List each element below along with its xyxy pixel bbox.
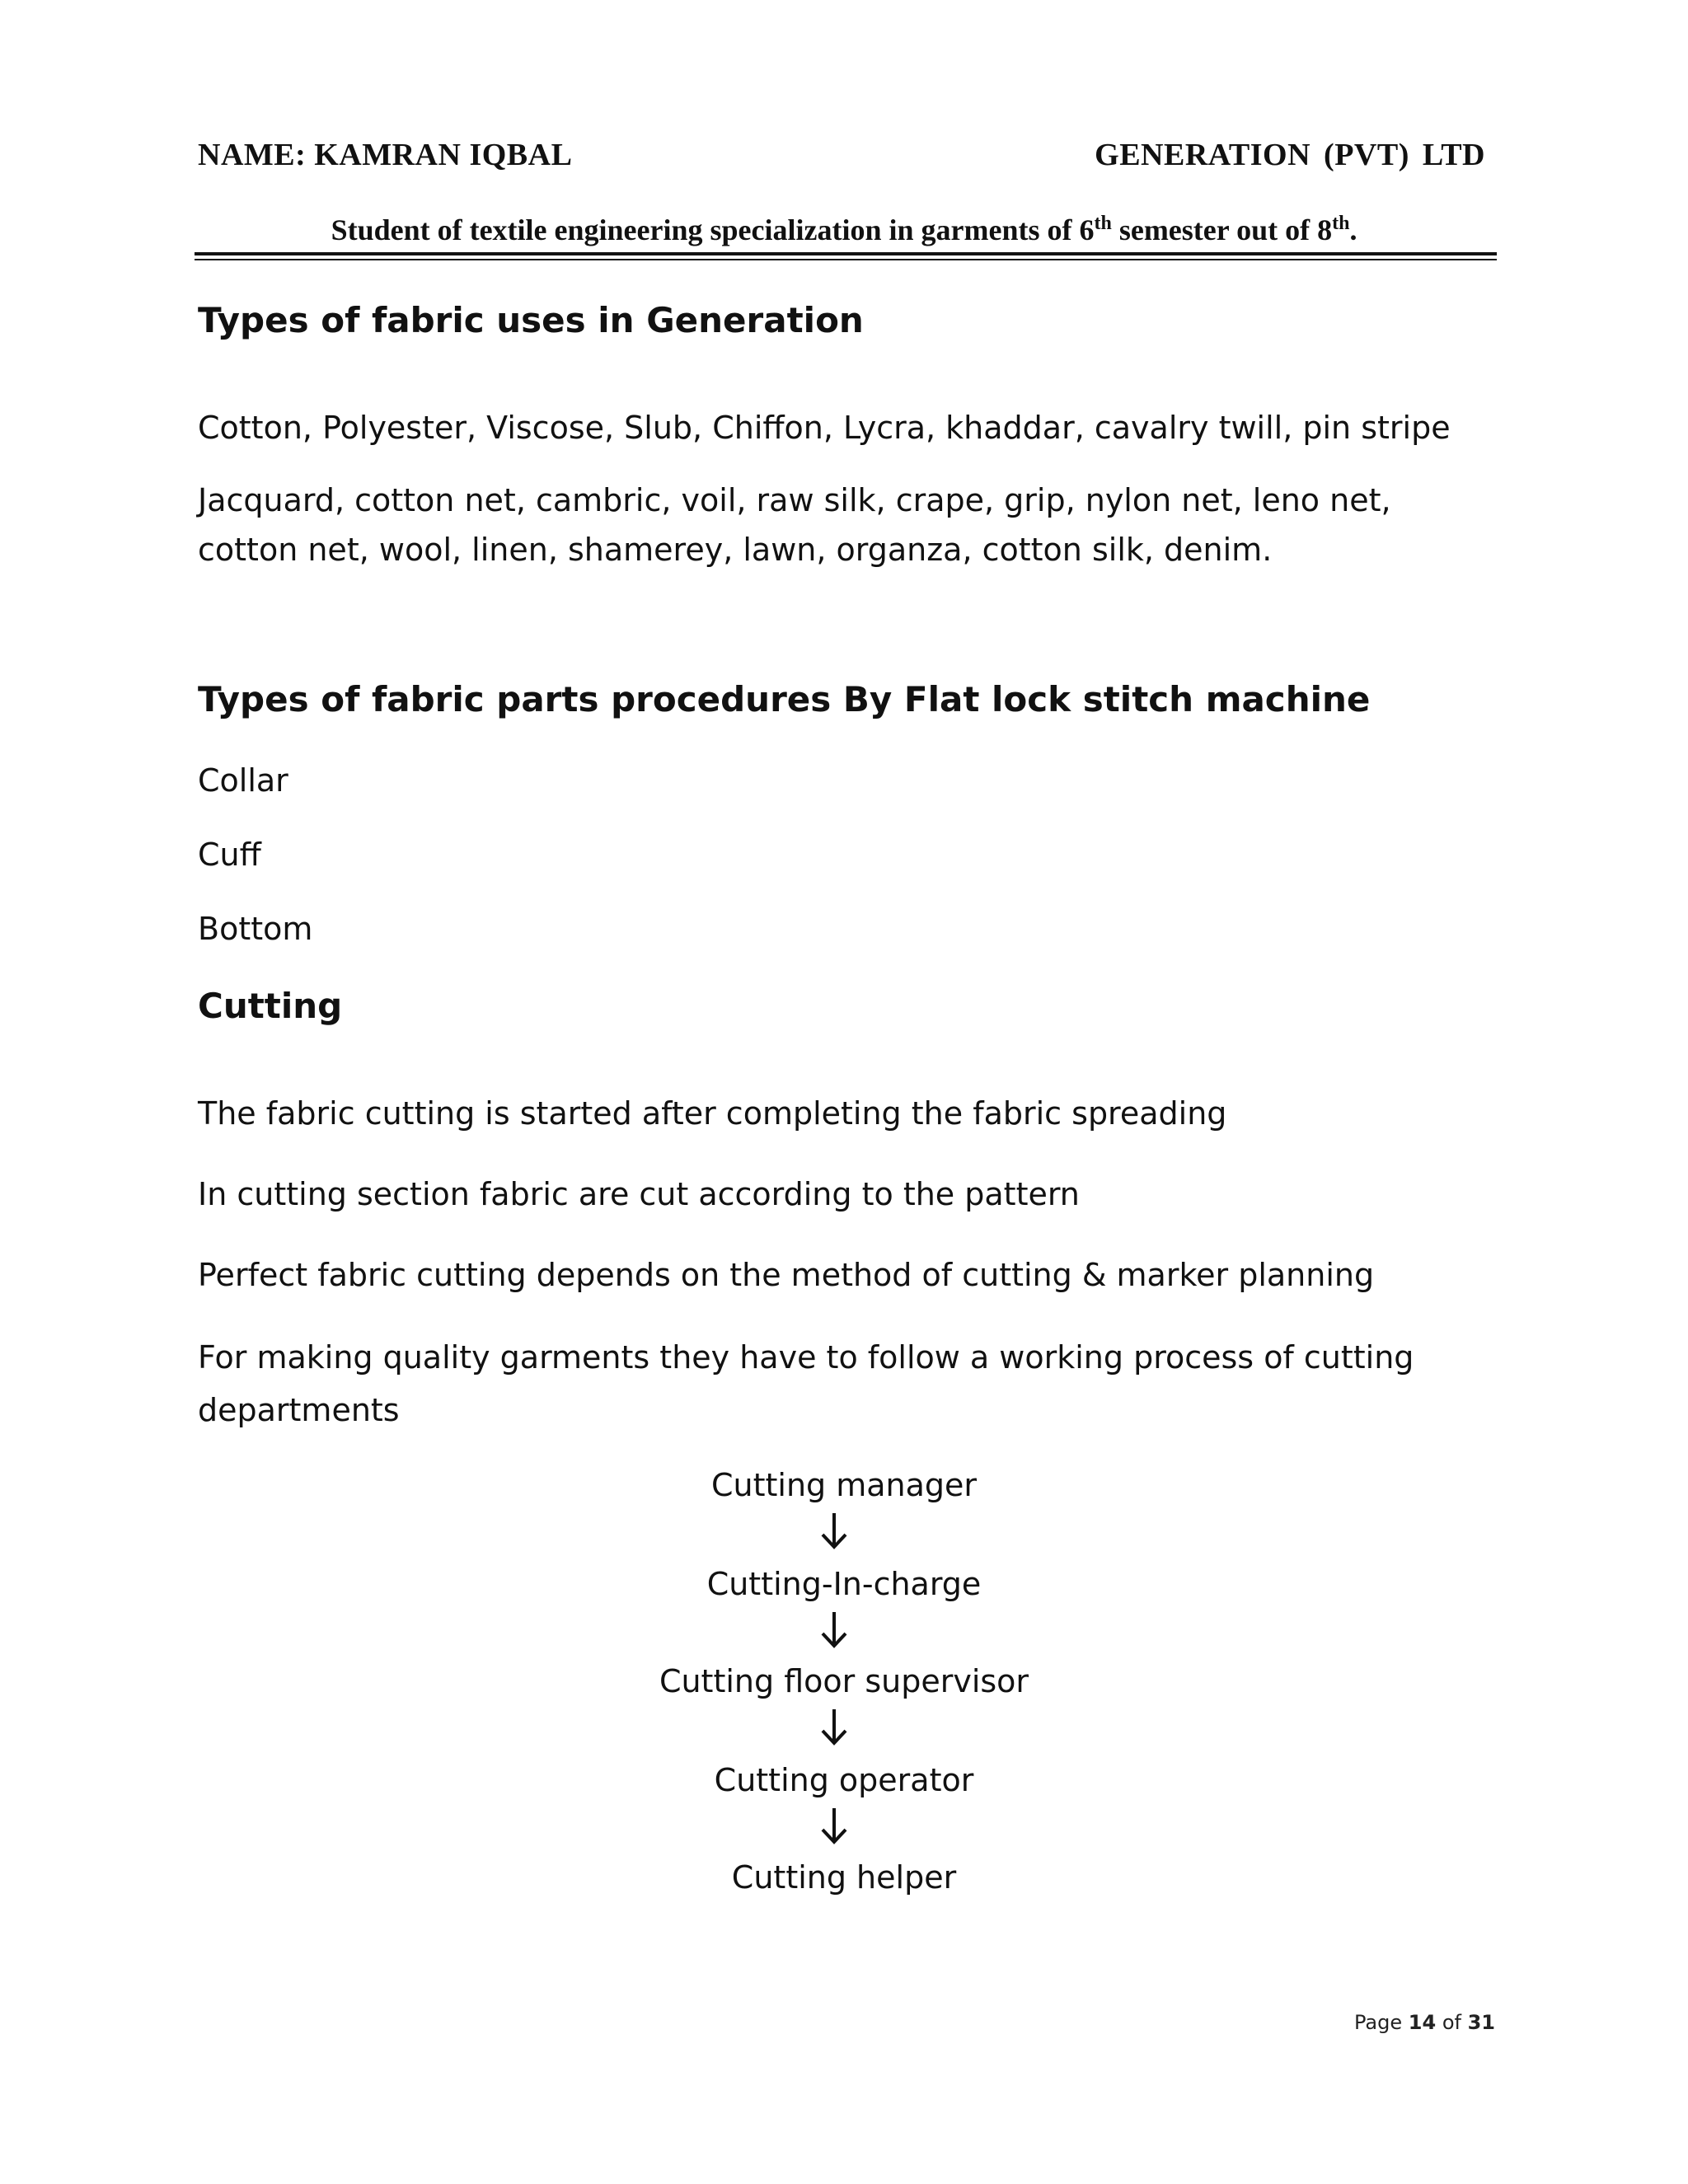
page-current: 14 [1408, 2011, 1437, 2034]
cutting-paragraph-4-line-1: For making quality garments they have to follow a working process of cutting [198, 1339, 1414, 1376]
student-text-2: semester out of 8 [1111, 213, 1333, 246]
fabric-list-line-1: Cotton, Polyester, Viscose, Slub, Chiffon, Lycra, khaddar, cavalry twill, pin stripe [198, 410, 1451, 446]
superscript-th-1: th [1094, 213, 1112, 234]
student-description [0, 213, 1688, 247]
heading-cutting: Cutting [198, 986, 343, 1026]
cutting-paragraph-2: In cutting section fabric are cut according to the pattern [198, 1176, 1080, 1212]
flow-step-cutting-helper: Cutting helper [731, 1859, 957, 1896]
fabric-list-line-2: Jacquard, cotton net, cambric, voil, raw silk, crape, grip, nylon net, leno net, [198, 482, 1391, 518]
down-arrow-icon [819, 1708, 849, 1746]
fabric-list-line-3: cotton net, wool, linen, shamerey, lawn, organza, cotton silk, denim. [198, 532, 1273, 568]
author-name: NAME: KAMRAN IQBAL [198, 138, 573, 172]
page-of: of [1442, 2011, 1461, 2034]
student-text-1: Student of textile engineering specialization in garments of 6 [331, 213, 1095, 246]
superscript-th-2: th [1332, 213, 1350, 234]
heading-fabric-types: Types of fabric uses in Generation [198, 300, 864, 340]
cutting-paragraph-1: The fabric cutting is started after completing the fabric spreading [198, 1095, 1227, 1132]
flow-step-cutting-manager: Cutting manager [710, 1467, 978, 1503]
part-item-bottom: Bottom [198, 911, 313, 947]
header-rule-thick [195, 252, 1497, 255]
flow-step-cutting-floor-supervisor: Cutting floor supervisor [659, 1663, 1029, 1699]
heading-flat-lock: Types of fabric parts procedures By Flat lock stitch machine [198, 679, 1371, 719]
page-label: Page [1354, 2011, 1403, 2034]
cutting-paragraph-3: Perfect fabric cutting depends on the method of cutting & marker planning [198, 1257, 1375, 1293]
flow-step-cutting-operator: Cutting operator [714, 1762, 974, 1798]
student-text-3: . [1349, 213, 1357, 246]
part-item-cuff: Cuff [198, 837, 261, 873]
page-number [1354, 2011, 1495, 2034]
page-total: 31 [1467, 2011, 1495, 2034]
down-arrow-icon [819, 1610, 849, 1648]
part-item-collar: Collar [198, 762, 288, 799]
company-name: GENERATION (PVT) LTD [1095, 138, 1485, 172]
cutting-paragraph-4-line-2: departments [198, 1392, 400, 1428]
down-arrow-icon [819, 1511, 849, 1549]
header-rule-thin [195, 259, 1497, 260]
down-arrow-icon [819, 1807, 849, 1844]
flow-step-cutting-in-charge: Cutting-In-charge [706, 1566, 982, 1602]
